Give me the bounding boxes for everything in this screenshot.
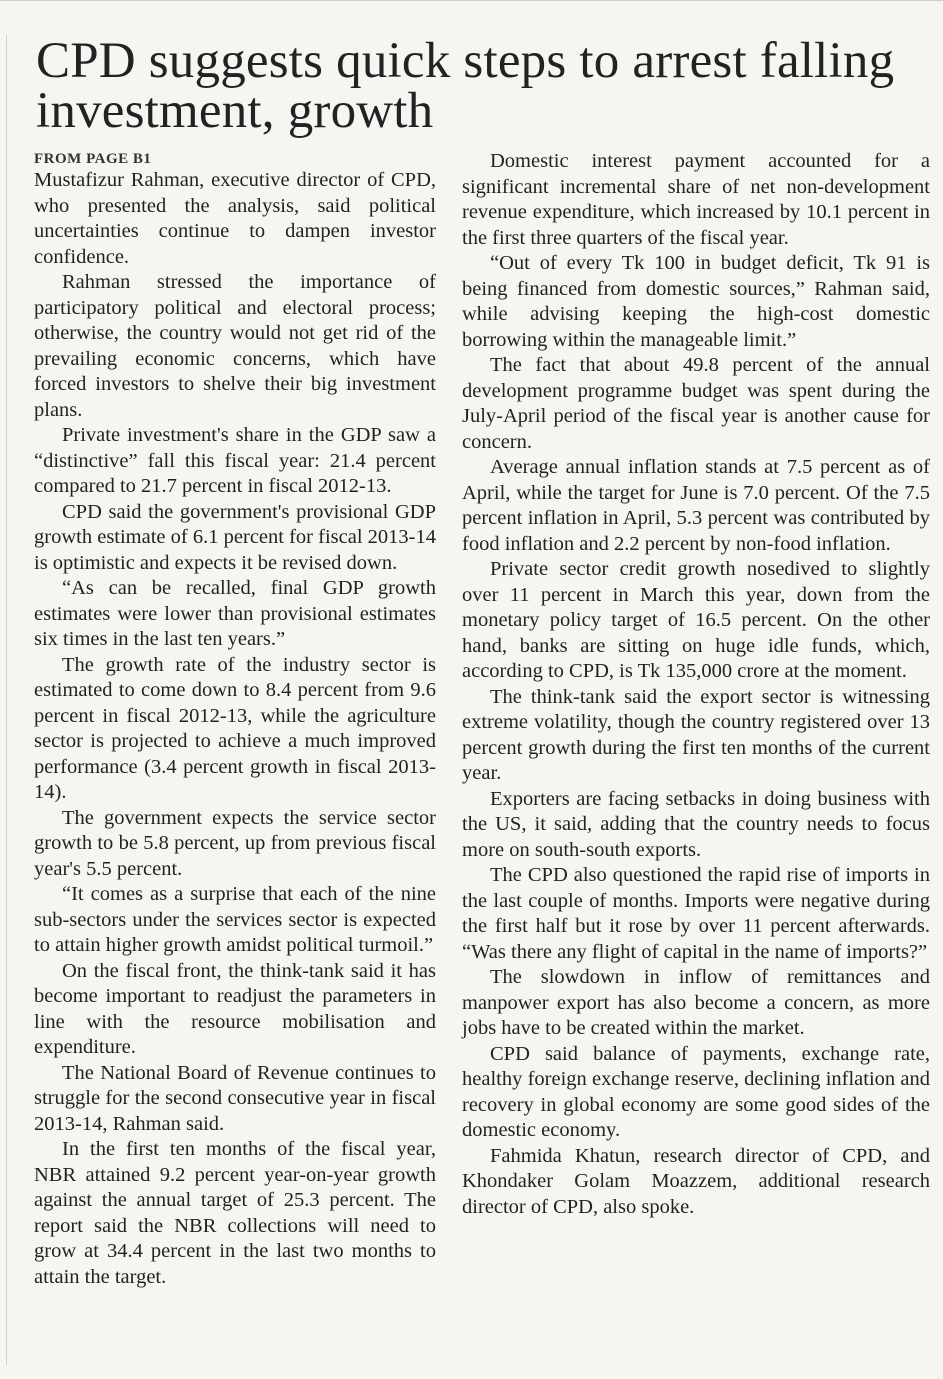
article-headline: CPD suggests quick steps to arrest falling investment, growth xyxy=(36,33,895,139)
jump-line: FROM PAGE B1 xyxy=(34,151,152,167)
paragraph: The fact that about 49.8 percent of the annual development programme budget was spent during the July-April period of the fiscal year is another cause for concern. xyxy=(462,354,930,453)
top-divider xyxy=(0,0,943,1)
paragraph: CPD said the government's provisional GDP growth estimate of 6.1 percent for fiscal 2013-14 is optimistic and expects it be revised down. xyxy=(34,500,436,574)
paragraph: “As can be recalled, final GDP growth estimates were lower than provisional estimates six times in the last ten years.” xyxy=(34,577,436,650)
left-column-rule xyxy=(6,35,7,1365)
paragraph: Private sector credit growth nosedived to slightly over 11 percent in March this year, down from the monetary policy target of 16.5 percent. On the other hand, banks are sitting on huge idle funds, which, according to CPD, is Tk 135,000 crore at the moment. xyxy=(462,558,930,682)
paragraph: In the first ten months of the fiscal year, NBR attained 9.2 percent year-on-year growth against the annual target of 25.3 percent. The report said the NBR collections will need to grow at 34.4 percent in the last two months to attain the target. xyxy=(34,1138,436,1288)
paragraph: Mustafizur Rahman, executive director of CPD, who presented the analysis, said political uncertainties continue to dampen investor confidence. xyxy=(34,169,436,268)
paragraph: Fahmida Khatun, research director of CPD, and Khondaker Golam Moazzem, additional research director of CPD, also spoke. xyxy=(462,1144,930,1218)
paragraph: Rahman stressed the importance of participatory political and electoral process; otherwise, the country would not get rid of the prevailing economic concerns, which have forced investors to shelve their big investment plans. xyxy=(34,271,436,421)
paragraph: Average annual inflation stands at 7.5 percent as of April, while the target for June is 7.0 percent. Of the 7.5 percent inflation in April, 5.3 percent was contributed by food inflation and 2.2 percent by non-food inflation. xyxy=(462,456,930,555)
paragraph: Exporters are facing setbacks in doing business with the US, it said, adding that the country needs to focus more on south-south exports. xyxy=(462,787,930,861)
paragraph: “Out of every Tk 100 in budget deficit, Tk 91 is being financed from domestic sources,” Rahman said, while advising keeping the high-cost domestic borrowing within the manageable limit.” xyxy=(462,252,930,351)
left-column xyxy=(34,150,436,1290)
paragraph: “It comes as a surprise that each of the nine sub-sectors under the services sector is expected to attain higher growth amidst political turmoil.” xyxy=(34,883,436,956)
paragraph: Domestic interest payment accounted for a significant incremental share of net non-development revenue expenditure, which increased by 10.1 percent in the first three quarters of the fiscal year. xyxy=(462,150,930,249)
paragraph: The government expects the service sector growth to be 5.8 percent, up from previous fiscal year's 5.5 percent. xyxy=(34,806,436,880)
paragraph: CPD said balance of payments, exchange rate, healthy foreign exchange reserve, declining inflation and recovery in global economy are some good sides of the domestic economy. xyxy=(462,1042,930,1141)
paragraph: The National Board of Revenue continues to struggle for the second consecutive year in fiscal 2013-14, Rahman said. xyxy=(34,1061,436,1135)
paragraph: On the fiscal front, the think-tank said it has become important to readjust the parameters in line with the resource mobilisation and expenditure. xyxy=(34,959,436,1058)
paragraph: The slowdown in inflow of remittances and manpower export has also become a concern, as more jobs have to be created within the market. xyxy=(462,966,930,1039)
paragraph: Private investment's share in the GDP saw a “distinctive” fall this fiscal year: 21.4 percent compared to 21.7 percent in fiscal 2012-13. xyxy=(34,424,436,497)
paragraph: The think-tank said the export sector is witnessing extreme volatility, though the country registered over 13 percent growth during the first ten months of the current year. xyxy=(462,685,930,784)
right-column xyxy=(462,149,930,1220)
paragraph: The CPD also questioned the rapid rise of imports in the last couple of months. Imports were negative during the first half but it rose by over 11 percent afterwards. “Was there any flight of capital in the name of imports?” xyxy=(462,864,930,963)
paragraph: The growth rate of the industry sector is estimated to come down to 8.4 percent from 9.6 percent in fiscal 2012-13, while the agriculture sector is projected to achieve a much improved performance (3.4 percent growth in fiscal 2013-14). xyxy=(34,653,436,803)
